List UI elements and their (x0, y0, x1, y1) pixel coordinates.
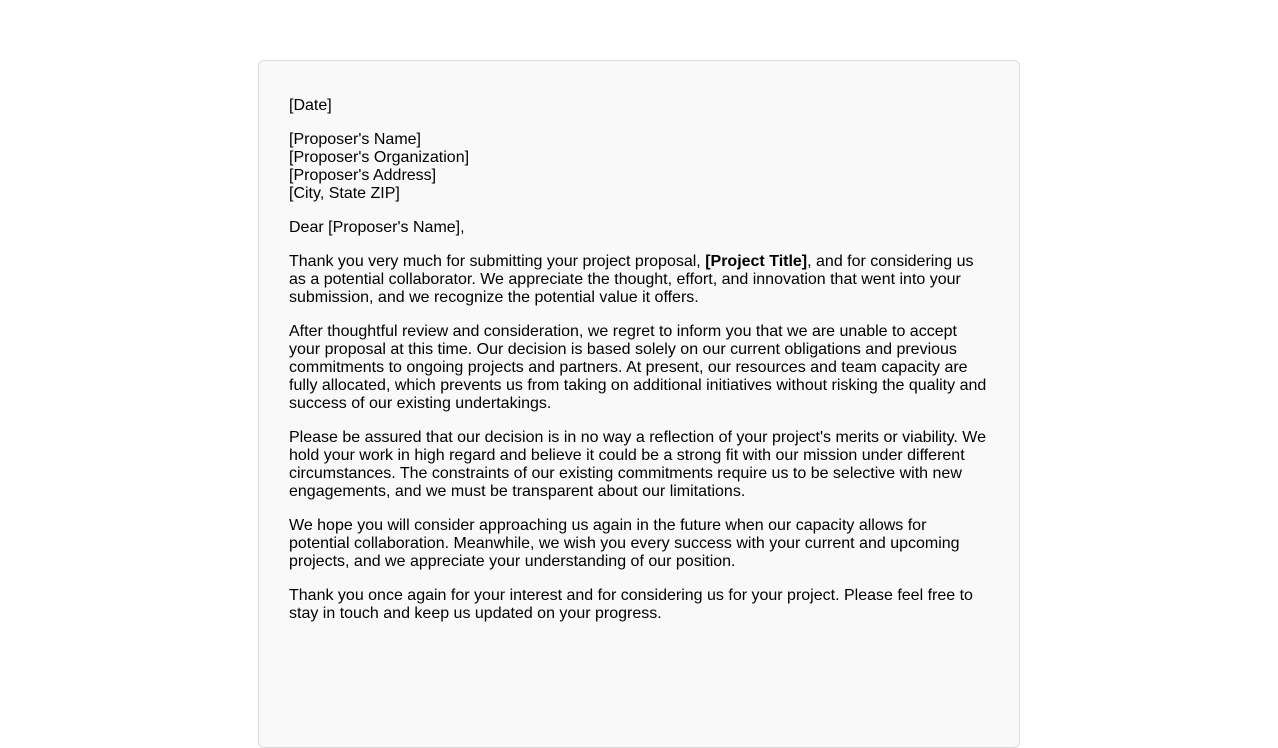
project-title: [Project Title] (705, 253, 808, 270)
address-line-organization: [Proposer's Organization] (289, 149, 470, 166)
address-line-street: [Proposer's Address] (289, 167, 437, 184)
paragraph-assurance: Please be assured that our decision is in no way a reflection of your project's merits or viability. We hold your work in high regard and believe it could be a strong fit with our mission under different circumstances. The constraints of our existing commitments require us to be selective with new engagements, and we must be transparent about our limitations. (289, 429, 987, 500)
address-line-name: [Proposer's Name] (289, 131, 421, 148)
paragraph-thanks-before: Thank you very much for submitting your project proposal, (289, 253, 706, 270)
paragraph-thanks-after: , and for considering us as a potential collaborator. We appreciate the thought, effort, and innovation that went into your submission, and we recognize the potential value it offers. (289, 253, 974, 306)
paragraph-decision: After thoughtful review and consideration, we regret to inform you that we are unable to accept your proposal at this time. Our decision is based solely on our current obligations and previous commitments to ongoing projects and partners. At present, our resources and team capacity are fully allocated, which prevents us from taking on additional initiatives without risking the quality and success of our existing undertakings. (289, 323, 987, 412)
letter-date: [Date] (289, 97, 332, 114)
address-line-city: [City, State ZIP] (289, 185, 400, 202)
salutation: Dear [Proposer's Name], (289, 219, 465, 236)
recipient-address (289, 131, 989, 203)
paragraph-future: We hope you will consider approaching us again in the future when our capacity allows for potential collaboration. Meanwhile, we wish you every success with your current and upcoming projects, and we appreciate your understanding of our position. (289, 517, 960, 570)
paragraph-closing: Thank you once again for your interest and for considering us for your project. Please feel free to stay in touch and keep us updated on your progress. (289, 587, 973, 622)
letter-card (258, 60, 1020, 748)
paragraph-thanks (289, 253, 989, 307)
